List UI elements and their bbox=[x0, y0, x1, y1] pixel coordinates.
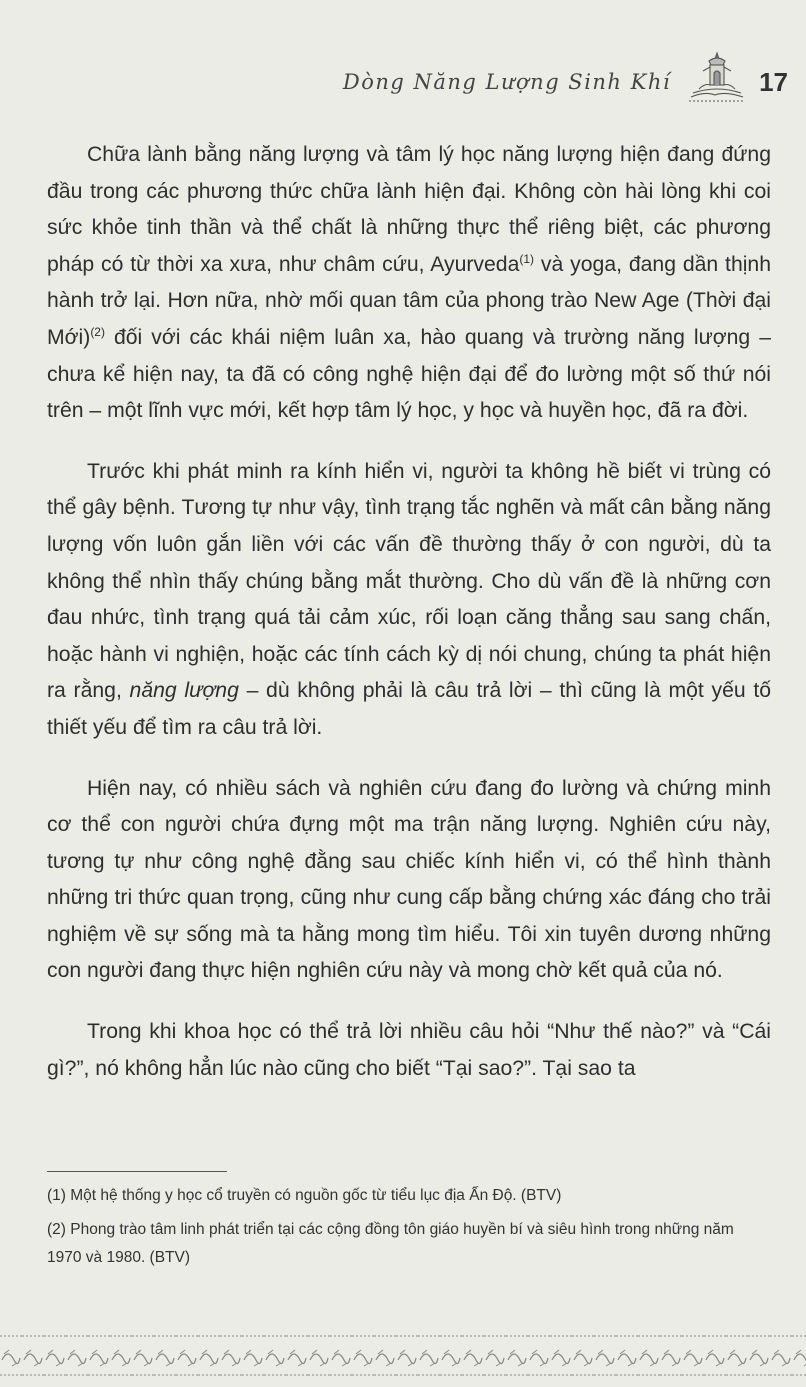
footnote-2: (2) Phong trào tâm linh phát triển tại các cộng đồng tôn giáo huyền bí và siêu hình trong những năm 1970 và 1980. (BTV) bbox=[47, 1221, 734, 1266]
running-header bbox=[343, 48, 788, 108]
emphasis: năng lượng bbox=[129, 679, 239, 703]
footnote-ref-2: (2) bbox=[90, 324, 105, 339]
paragraph: Hiện nay, có nhiều sách và nghiên cứu đang đo lường và chứng minh cơ thể con người chứa đựng một ma trận năng lượng. Nghiên cứu này, tương tự như công nghệ đằng sau chiếc kính hiển vi, có thể hình thành những tri thức quan trọng, cũng như cung cấp bằng chứng xác đáng cho trải nghiệm về sự sống mà ta hằng mong tìm hiểu. Tôi xin tuyên dương những con người đang thực hiện nghiên cứu này và mong chờ kết quả của nó. bbox=[47, 776, 771, 983]
temple-icon bbox=[685, 49, 749, 107]
ornament-border bbox=[0, 1330, 806, 1380]
footnote-1: (1) Một hệ thống y học cổ truyền có nguồn gốc từ tiểu lục địa Ấn Độ. (BTV) bbox=[47, 1187, 562, 1204]
paragraph: Trong khi khoa học có thể trả lời nhiều câu hỏi “Như thế nào?” và “Cái gì?”, nó không hẳn lúc nào cũng cho biết “Tại sao?”. Tại sao ta bbox=[47, 1020, 771, 1080]
paragraph: Trước khi phát minh ra kính hiển vi, người ta không hề biết vi trùng có thể gây bệnh. Tương tự như vậy, tình trạng tắc nghẽn và mất cân bằng năng lượng vốn luôn gắn liền với các vấn đề thường thấy ở con người, dù ta không thể nhìn thấy chúng bằng mắt thường. Cho dù vấn đề là những cơn đau nhức, tình trạng quá tải cảm xúc, rối loạn căng thẳng sau sang chấn, hoặc hành vi nghiện, hoặc các tính cách kỳ dị nói chung, chúng ta phát hiện ra rằng, năng lượng – dù không phải là câu trả lời – thì cũng là một yếu tố thiết yếu để tìm ra câu trả lời. bbox=[47, 459, 772, 739]
paragraph: Chữa lành bằng năng lượng và tâm lý học năng lượng hiện đang đứng đầu trong các phương thức chữa lành hiện đại. Không còn hài lòng khi coi sức khỏe tinh thần và thể chất là những thực thể riêng biệt, các phương pháp có từ thời xa xưa, như châm cứu, Ayurveda$^{(1)}$ và yoga, đang dần thịnh hành trở lại. Hơn nữa, nhờ mối quan tâm của phong trào New Age (Thời đại Mới)$^{(2)}$ đối với các khái niệm luân xa, hào quang và trường năng lượng – chưa kể hiện nay, ta đã có công nghệ hiện đại để đo lường một số thứ nói trên – một lĩnh vực mới, kết hợp tâm lý học, y học và huyền học, đã ra đời. bbox=[47, 143, 771, 423]
footnotes bbox=[47, 1182, 771, 1278]
page-number: 17 bbox=[759, 66, 788, 97]
body-text bbox=[47, 137, 771, 1087]
footnote-divider bbox=[47, 1171, 227, 1172]
footnote-ref-1: (1) bbox=[519, 251, 535, 266]
chapter-title: Dòng Năng Lượng Sinh Khí bbox=[342, 70, 672, 94]
